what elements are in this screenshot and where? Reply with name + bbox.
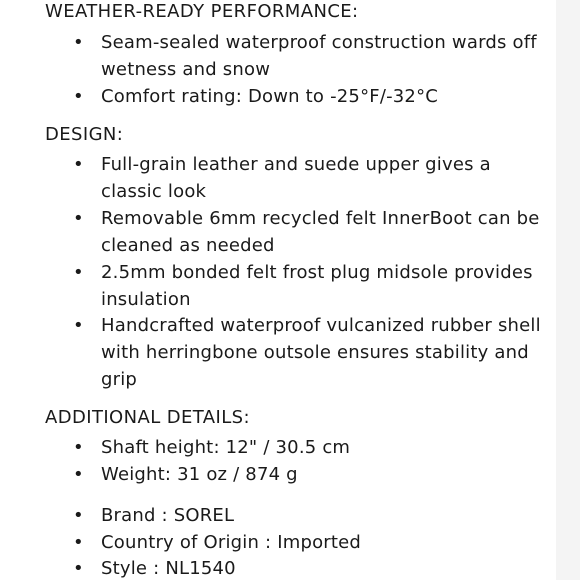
list-item-text: Country of Origin : Imported bbox=[101, 532, 362, 553]
list-item-text: Brand : SOREL bbox=[101, 505, 235, 526]
bullet-icon: • bbox=[73, 437, 84, 458]
bullet-icon: • bbox=[73, 505, 84, 526]
list-item-text: 2.5mm bonded felt frost plug midsole provides insulation bbox=[101, 262, 533, 310]
scrollbar-track[interactable] bbox=[556, 0, 580, 580]
list-item-text: Comfort rating: Down to -25°F/-32°C bbox=[101, 86, 439, 107]
section-title-weather: WEATHER-READY PERFORMANCE: bbox=[45, 1, 359, 22]
bullet-icon: • bbox=[73, 262, 84, 283]
bullet-icon: • bbox=[73, 464, 84, 485]
list-item-text: Weight: 31 oz / 874 g bbox=[101, 464, 298, 485]
bullet-icon: • bbox=[73, 208, 84, 229]
list-item-text: Seam-sealed waterproof construction wards off wetness and snow bbox=[101, 32, 537, 80]
list-item-text: Shaft height: 12" / 30.5 cm bbox=[101, 437, 351, 458]
bullet-icon: • bbox=[73, 315, 84, 336]
list-item-text: Removable 6mm recycled felt InnerBoot can be cleaned as needed bbox=[101, 208, 540, 256]
bullet-icon: • bbox=[73, 86, 84, 107]
list-item-text: Full-grain leather and suede upper gives a classic look bbox=[101, 154, 491, 202]
bullet-icon: • bbox=[73, 558, 84, 579]
section-title-design: DESIGN: bbox=[45, 124, 124, 145]
bullet-icon: • bbox=[73, 32, 84, 53]
list-item-text: Style : NL1540 bbox=[101, 558, 236, 579]
bullet-icon: • bbox=[73, 154, 84, 175]
bullet-icon: • bbox=[73, 532, 84, 553]
list-item-text: Handcrafted waterproof vulcanized rubber shell with herringbone outsole ensures stability and grip bbox=[101, 315, 541, 390]
section-title-additional: ADDITIONAL DETAILS: bbox=[45, 407, 250, 428]
